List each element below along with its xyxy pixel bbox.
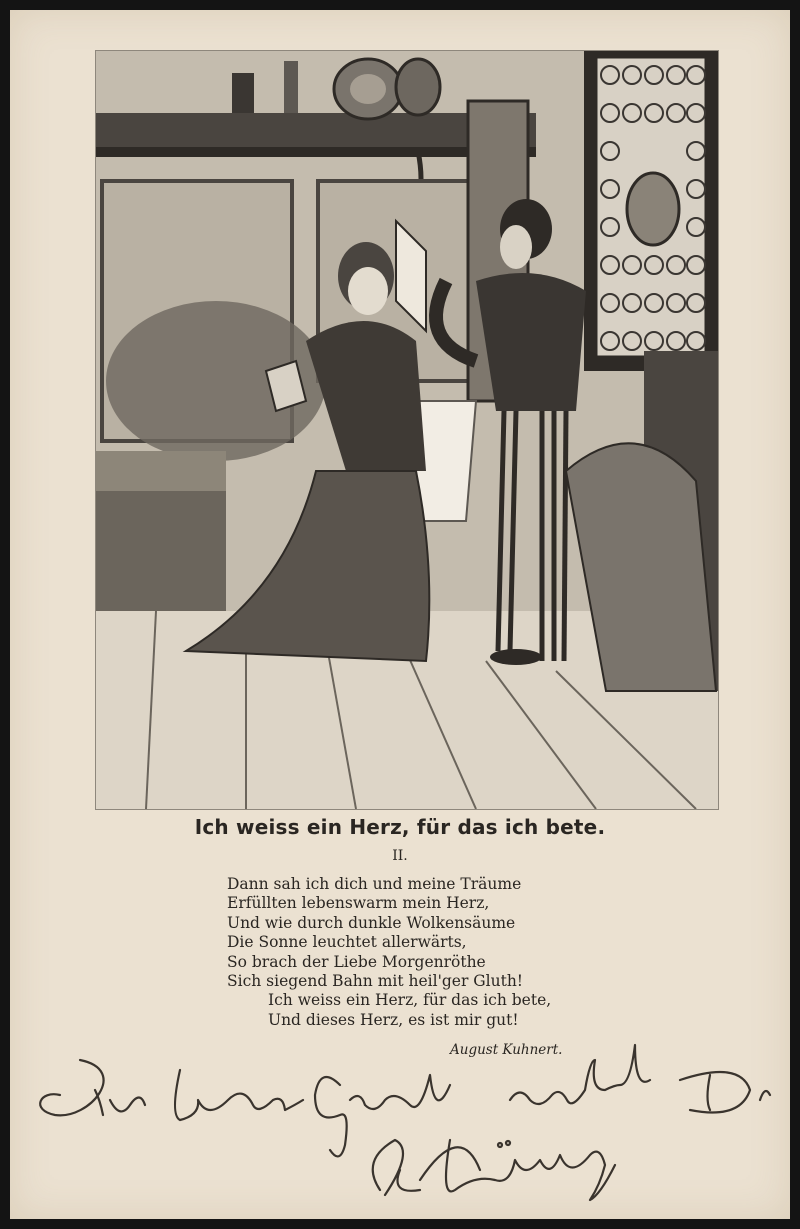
poem-refrain-line: Ich weiss ein Herz, für das ich bete, — [268, 991, 552, 1010]
illustration-troubadour-scene — [95, 50, 719, 810]
poem-line: Und wie durch dunkle Wolkensäume — [227, 913, 516, 932]
poem-refrain-line: Und dieses Herz, es ist mir gut! — [268, 1010, 519, 1029]
poem-line: Sich siegend Bahn mit heil'ger Gluth! — [227, 972, 524, 991]
poem-line: Die Sonne leuchtet allerwärts, — [227, 933, 467, 952]
poem-stanza — [227, 875, 647, 1030]
poem-line: So brach der Liebe Morgenröthe — [227, 952, 486, 971]
engraving-image — [96, 51, 718, 809]
poem-author: August Kuhnert. — [450, 1042, 563, 1058]
poem-line: Erfüllten lebenswarm mein Herz, — [227, 894, 490, 913]
handwritten-greeting — [20, 1030, 780, 1215]
part-numeral: II. — [392, 848, 408, 864]
poem-title: Ich weiss ein Herz, für das ich bete. — [194, 815, 606, 839]
poem-line: Dann sah ich dich und meine Träume — [227, 875, 522, 893]
